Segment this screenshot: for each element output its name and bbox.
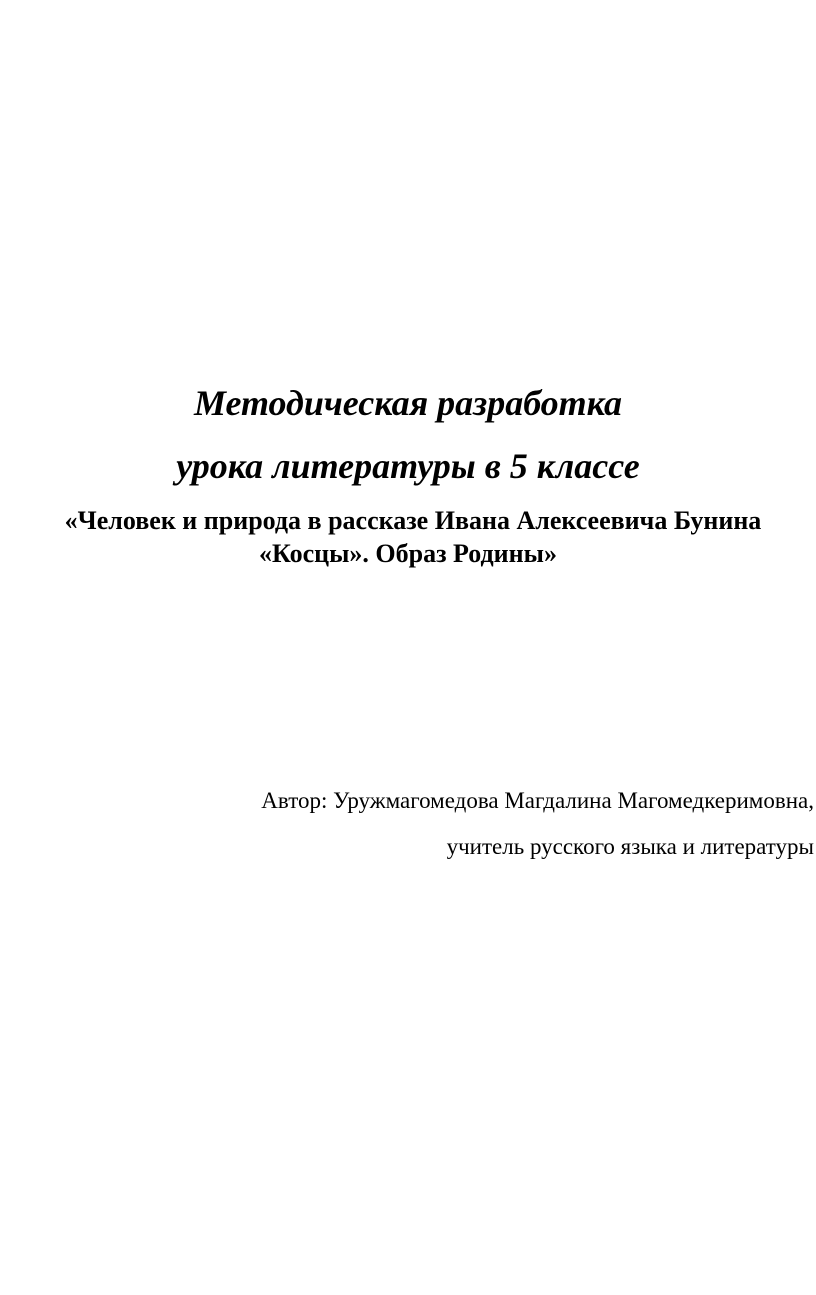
subject-line-1: «Человек и природа в рассказе Ивана Алексеевича Бунина (64, 506, 762, 535)
title-line-1: Методическая разработка (193, 383, 623, 423)
title-line-2: урока литературы в 5 классе (176, 446, 640, 486)
subject-line-2: «Косцы». Образ Родины» (259, 539, 557, 568)
author-name: Автор: Уружмагомедова Магдалина Магомедкеримовна, (261, 788, 814, 813)
author-position: учитель русского языка и литературы (446, 834, 814, 859)
